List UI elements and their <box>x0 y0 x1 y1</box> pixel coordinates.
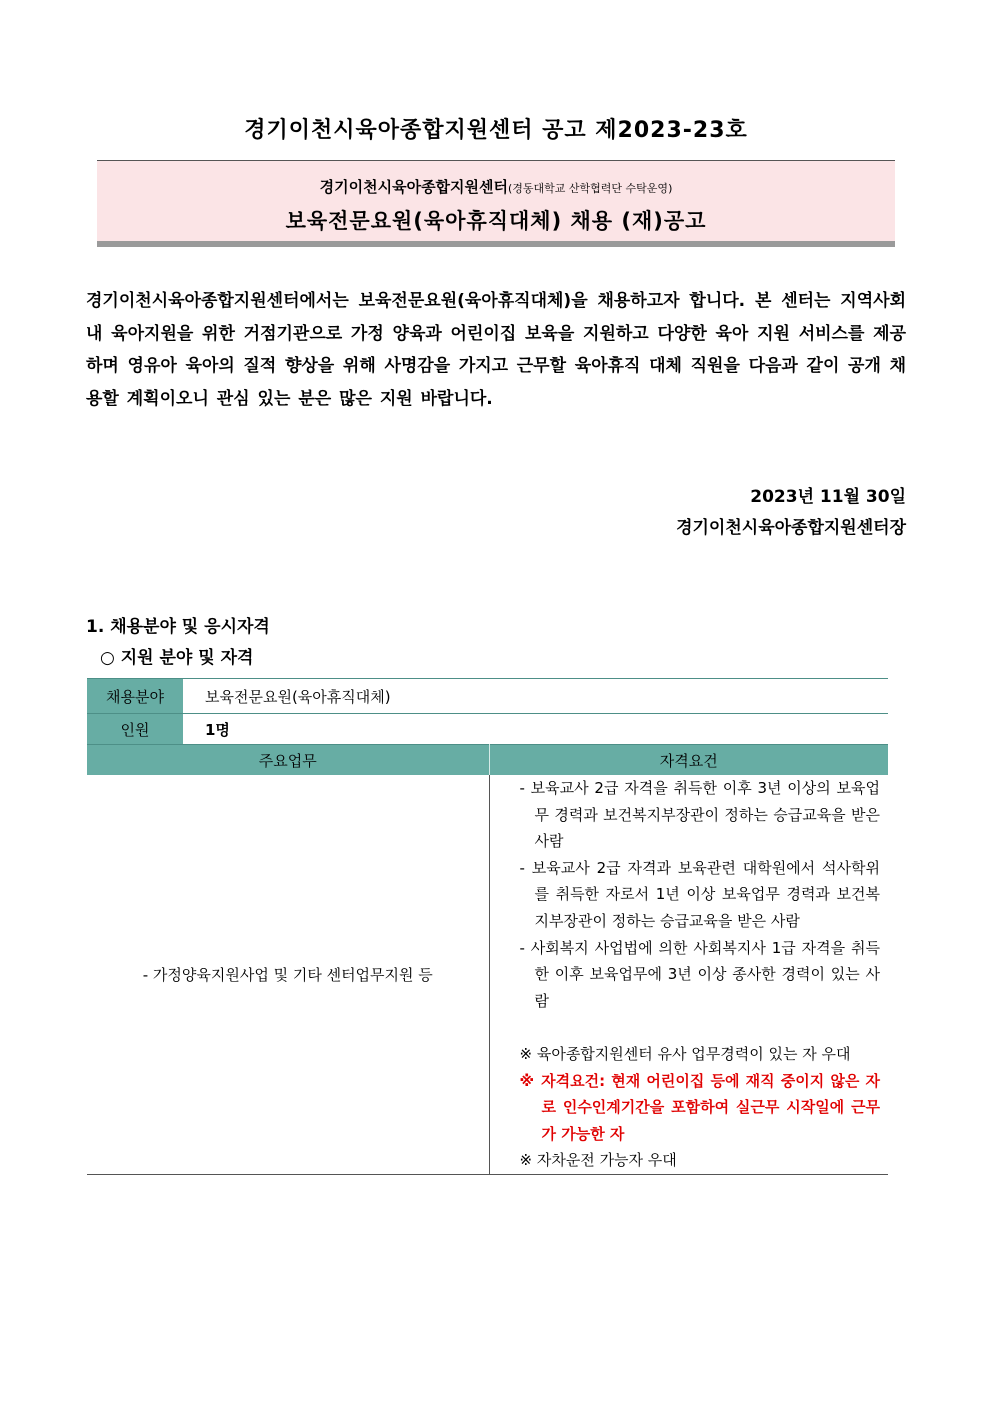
field-label: 채용분야 <box>87 679 183 714</box>
qualification-item: - 사회복지 사업법에 의한 사회복지사 1급 자격을 취득한 이후 보육업무에 3년 이상 종사한 경력이 있는 사람 <box>519 938 880 1010</box>
count-value: 1명 <box>183 714 888 745</box>
preference-note: ※ 육아종합지원센터 유사 업무경력이 있는 자 우대 <box>519 1044 851 1063</box>
qualifications-cell <box>489 775 888 1174</box>
notice-date: 2023년 11월 30일 <box>750 487 906 507</box>
spacer <box>520 1014 881 1041</box>
notice-number: 경기이천시육아종합지원센터 공고 제2023-23호 <box>244 118 748 143</box>
requirements-table <box>87 678 888 1175</box>
table-row-field <box>87 679 888 714</box>
table-row-body <box>87 775 888 1174</box>
table-row-headers <box>87 745 888 776</box>
table-row-count <box>87 714 888 745</box>
field-value: 보육전문요원(육아휴직대체) <box>183 679 888 714</box>
qualification-item: - 보육교사 2급 자격을 취득한 이후 3년 이상의 보육업무 경력과 보건복지부장관이 정하는 승급교육을 받은 사람 <box>519 779 880 851</box>
title-box <box>97 160 895 247</box>
qualifications-header: 자격요건 <box>489 745 888 776</box>
qualification-item: - 보육교사 2급 자격과 보육관련 대학원에서 석사학위를 취득한 자로서 1년 이상 보육업무 경력과 보건복지부장관이 정하는 승급교육을 받은 사람 <box>519 858 880 930</box>
requirement-note: ※ 자격요건: 현재 어린이집 등에 재직 중이지 않은 자로 인수인계기간을 포함하여 실근무 시작일에 근무가 가능한 자 <box>519 1071 880 1143</box>
count-label: 인원 <box>87 714 183 745</box>
intro-paragraph: 경기이천시육아종합지원센터에서는 보육전문요원(육아휴직대체)을 채용하고자 합니다. 본 센터는 지역사회 내 육아지원을 위한 거점기관으로 가정 양육과 어린이집 보육을 지원하고 다양한 육아 지원 서비스를 제공하며 영유아 육아의 질적 향상을 위해 사명감을 가지고 근무할 육아휴직 대체 직원을 다음과 같이 공개 채용할 계획이오니 관심 있는 분은 많은 지원 바랍니다. <box>86 291 906 409</box>
issuer-name: 경기이천시육아종합지원센터장 <box>676 518 906 538</box>
duties-header: 주요업무 <box>87 745 489 776</box>
page-title: 보육전문요원(육아휴직대체) 채용 (재)공고 <box>285 209 707 233</box>
title-org-line <box>97 176 895 197</box>
driving-note: ※ 자차운전 가능자 우대 <box>519 1151 677 1170</box>
duties-cell: - 가정양육지원사업 및 기타 센터업무지원 등 <box>87 775 489 1174</box>
org-name: 경기이천시육아종합지원센터 <box>319 178 509 196</box>
section-subheading: ○ 지원 분야 및 자격 <box>100 648 254 668</box>
org-note: (경동대학교 산학협력단 수탁운영) <box>508 182 673 195</box>
section-heading: 1. 채용분야 및 응시자격 <box>86 617 270 637</box>
